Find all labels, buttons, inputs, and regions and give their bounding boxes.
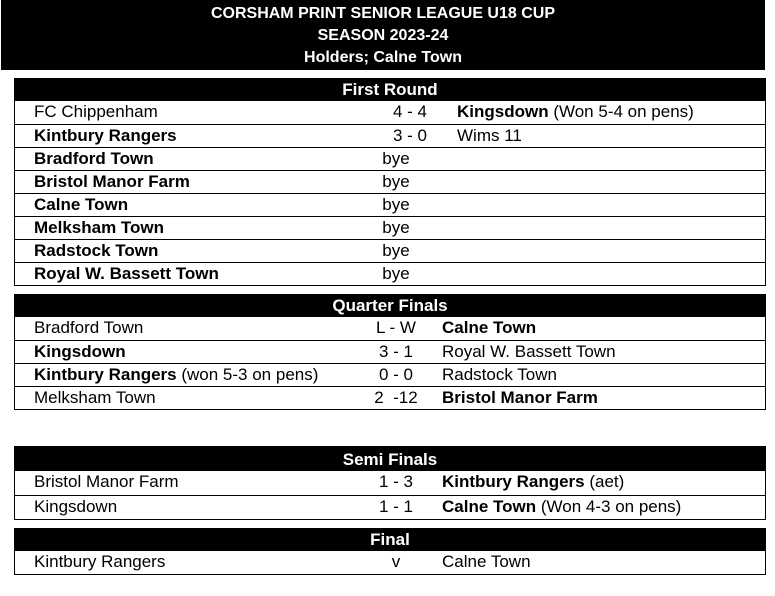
home-team: Bradford Town: [34, 318, 144, 337]
first-round-section: [14, 78, 766, 286]
quarter-finals-heading: Quarter Finals: [15, 295, 765, 317]
fixture-row: [15, 124, 765, 147]
away-team: Calne Town: [442, 318, 537, 337]
score: bye: [382, 195, 410, 214]
home-team: Calne Town: [34, 195, 129, 214]
away-team: Bristol Manor Farm: [442, 388, 598, 407]
holders-label: Holders; Calne Town: [304, 49, 462, 66]
final-heading: Final: [15, 529, 765, 551]
cup-title-banner: [1, 0, 765, 70]
home-team: Melksham Town: [34, 218, 165, 237]
fixture-row: [15, 216, 765, 239]
score: 3 - 0: [392, 126, 428, 145]
home-team: Kintbury Rangers: [34, 365, 177, 384]
competition-title: CORSHAM PRINT SENIOR LEAGUE U18 CUP: [210, 5, 556, 22]
away-note: (Won 5-4 on pens): [548, 102, 694, 121]
home-team: Royal W. Bassett Town: [34, 264, 219, 283]
score: L - W: [376, 318, 416, 337]
away-team: Wims 11: [457, 126, 522, 145]
score: 3 - 1: [378, 342, 414, 361]
home-team: FC Chippenham: [34, 102, 158, 121]
away-note: (aet): [584, 472, 625, 491]
semi-finals-heading: Semi Finals: [15, 447, 765, 471]
fixture-row: [15, 551, 765, 574]
fixture-row: [15, 147, 765, 170]
home-team: Bristol Manor Farm: [34, 472, 179, 491]
season-label: SEASON 2023-24: [317, 27, 449, 44]
quarter-finals-section: [14, 294, 766, 410]
away-team: Kingsdown: [457, 102, 549, 121]
semi-finals-section: [14, 446, 766, 520]
score: bye: [382, 149, 410, 168]
home-team: Kingsdown: [34, 342, 126, 361]
first-round-heading: First Round: [15, 79, 765, 101]
home-team: Kintbury Rangers: [34, 552, 166, 571]
final-section: [14, 528, 766, 575]
fixture-row: [15, 363, 765, 386]
away-note: (Won 4-3 on pens): [536, 497, 682, 516]
home-team: Kingsdown: [34, 497, 118, 516]
score: 4 - 4: [392, 102, 428, 121]
home-team: Kintbury Rangers: [34, 126, 177, 145]
away-team: Royal W. Bassett Town: [442, 342, 616, 361]
score: 1 - 3: [378, 472, 414, 491]
home-note: (won 5-3 on pens): [176, 365, 319, 384]
fixture-row: [15, 495, 765, 519]
home-team: Melksham Town: [34, 388, 156, 407]
fixture-row: [15, 340, 765, 363]
away-team: Radstock Town: [442, 365, 557, 384]
away-team: Calne Town: [442, 497, 537, 516]
home-team: Bristol Manor Farm: [34, 172, 190, 191]
fixture-row: [15, 101, 765, 124]
score: 1 - 1: [378, 497, 414, 516]
fixture-row: [15, 239, 765, 262]
away-team: Kintbury Rangers: [442, 472, 585, 491]
fixture-row: [15, 193, 765, 216]
away-team: Calne Town: [442, 552, 531, 571]
fixture-row: [15, 262, 765, 285]
fixture-row: [15, 471, 765, 495]
score: 0 - 0: [378, 365, 414, 384]
score: bye: [382, 218, 410, 237]
fixture-row: [15, 317, 765, 340]
score: bye: [382, 172, 410, 191]
score: v: [391, 552, 401, 571]
fixture-row: [15, 170, 765, 193]
fixture-row: [15, 386, 765, 409]
home-team: Bradford Town: [34, 149, 154, 168]
score: bye: [382, 241, 410, 260]
home-team: Radstock Town: [34, 241, 159, 260]
score: 2 -12: [374, 388, 418, 407]
score: bye: [382, 264, 410, 283]
